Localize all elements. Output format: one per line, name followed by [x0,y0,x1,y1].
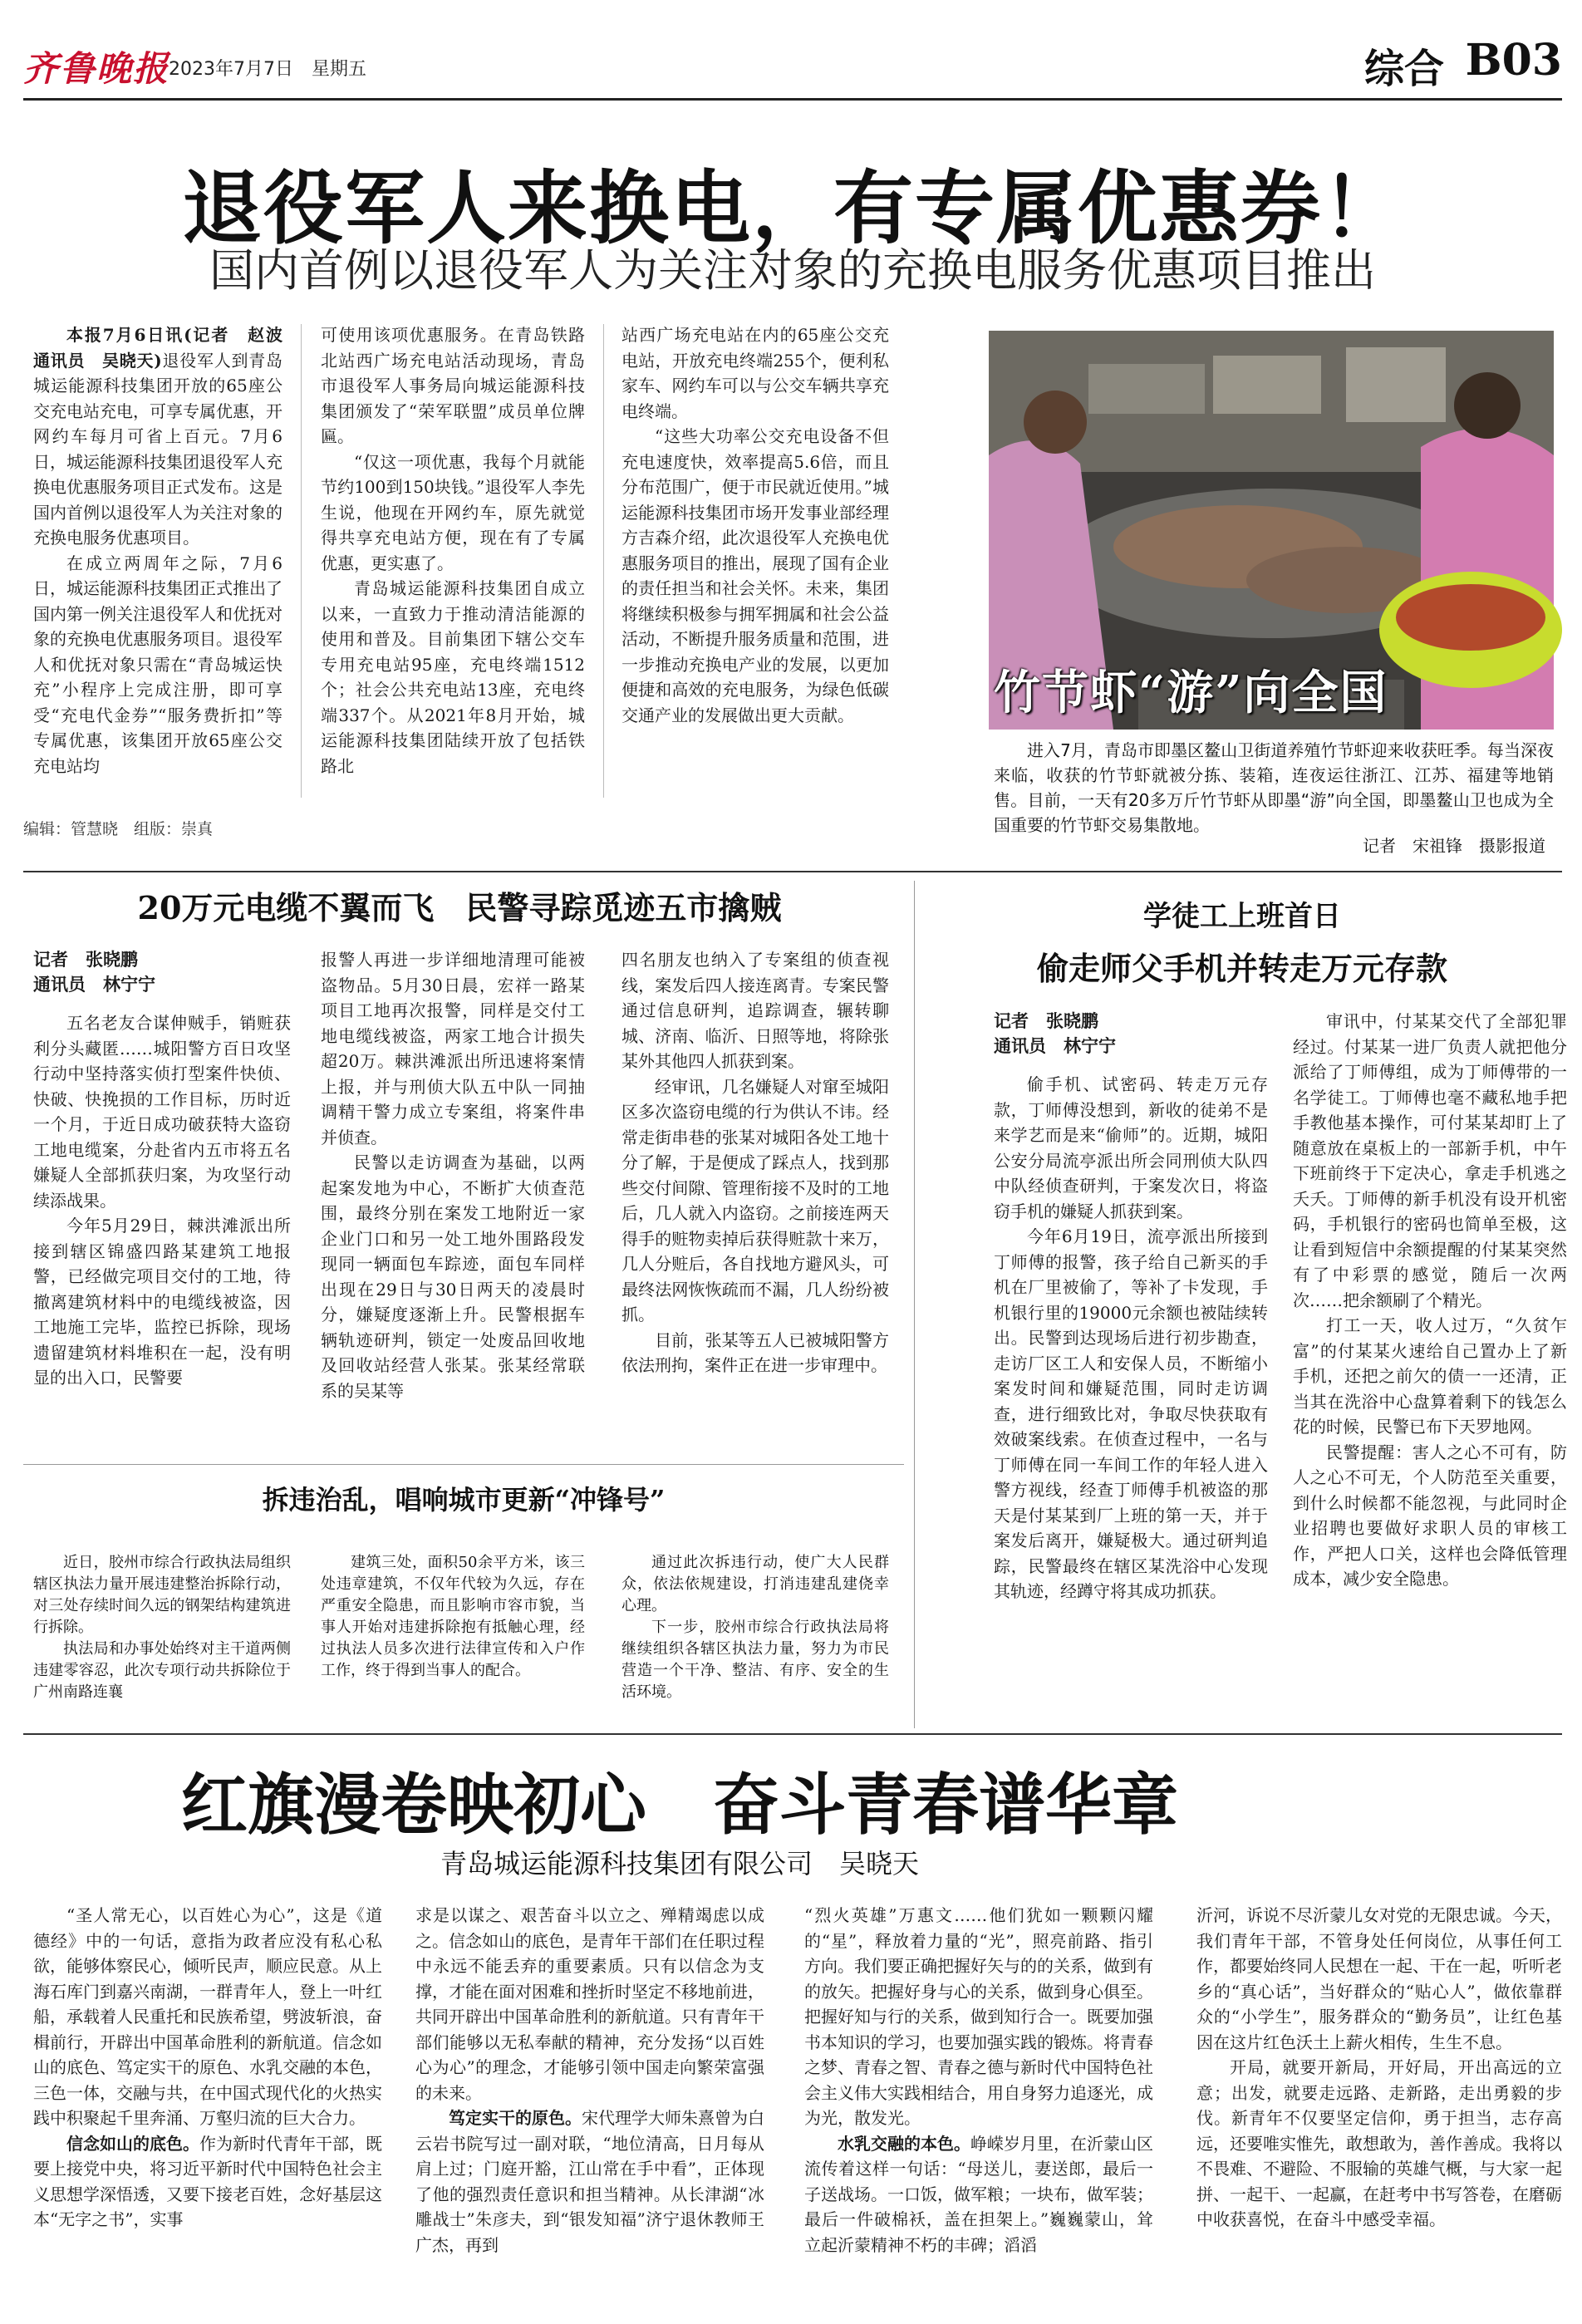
essay-col2a-text: 求是以谋之、艰苦奋斗以立之、殚精竭虑以成之。信念如山的底色，是青年干部们在任职过程中永远不能丢弃的重要素质。只有以信念为支撑，才能在面对困难和挫折时坚定不移地前进，共同开辟出中国革命胜利的新航道。只有青年干部们能够以无私奉献的精神，充分发扬“以百姓心为心”的理念，才能够引领中国走向繁荣富强的未来。 [415,1905,764,2103]
lead-headline: 退役军人来换电，有专属优惠券！ [182,161,1403,255]
photo-title: 竹节虾“游”向全国 [994,666,1388,720]
essay-col1a-text: “圣人常无心，以百姓心为心”，这是《道德经》中的一句话，意指为政者应没有私心私欲，能够体察民心，倾听民声，顺应民意。从上海石库门到嘉兴南湖，一群青年人，登上一叶红船，承载着人民重托和民族希望，劈波斩浪，奋楫前行，开辟出中国革命胜利的新航道。信念如山的底色、笃定实干的原色、水乳交融的本色，三色一体，交融与共，在中国式现代化的火热实践中积聚起千里奔涌、万壑归流的巨大合力。 [33,1905,382,2128]
apprentice-col1b-text: 今年6月19日，流亭派出所接到丁师傅的报警，孩子给自己新买的手机在厂里被偷了，等补了卡发现，手机银行里的19000元余额也被陆续转出。民警到达现场后进行初步勘查，走访厂区工人和安保人员，不断缩小案发时间和嫌疑范围，同时走访调查，进行细致比对，争取尽快获取有效破案线索。在侦查过程中，一名与丁师傅在同一车间工作的年轻人进入警方视线，经查丁师傅手机被盗的那天是付某某到厂上班的第一天，并于案发后离开，嫌疑极大。通过研判追踪，民警最终在辖区某洗浴中心发现其轨迹，经蹲守将其成功抓获。 [994,1226,1268,1601]
essay-col1b-text: 作为新时代青年干部，既要上接党中央，将习近平新时代中国特色社会主义思想学深悟透，又要下接老百姓，念好基层这本“无字之书”，实事 [33,2133,382,2229]
lead-column-2 [321,322,585,798]
essay-col3b-text: 峥嵘岁月里，在沂蒙山区流传着这样一句话：“母送儿，妻送郎，最后一子送战场。一口饭，做军粮；一块布，做军装；最后一件破棉袄，盖在担架上。”巍巍蒙山，耸立起沂蒙精神不朽的丰碑；滔滔 [804,2133,1153,2255]
photo-caption [994,738,1554,838]
lead-col1b-text: 在成立两周年之际，7月6日，城运能源科技集团正式推出了国内第一例关注退役军人和优抚对象的充换电优惠服务项目。退役军人和优抚对象只需在“青岛城运快充”小程序上完成注册，即可享受“充电代金券”“服务费折扣”等专属优惠，该集团开放65座公交充电站均 [33,553,282,776]
essay-column-2 [415,1903,764,2310]
cable-story-column-3 [622,947,889,1454]
lead-column-3 [622,322,889,798]
masthead [23,33,1569,100]
essay-col4b-text: 开局，就要开新局，开好局，开出高远的立意；出发，就要走远路、走新路，走出勇毅的步伐。新青年不仅要坚定信仰，勇于担当，志存高远，还要唯实惟先，敢想敢为，善作善成。我将以不畏难、不避险、不服输的英雄气概，与大家一起拼、一起干、一起赢，在赶考中书写答卷，在磨砺中收获喜悦，在奋斗中感受幸福。 [1196,2057,1562,2229]
apprentice-byline-correspondent: 通讯员 林宁宁 [994,1036,1116,1056]
section-divider [23,1733,1562,1735]
apprentice-col2b-text: 打工一天，收人过万，“久贫乍富”的付某某火速给自己置办上了新手机，还把之前欠的债一一还清，正当其在洗浴中心盘算着剩下的钱怎么花的时候，民警已布下天罗地网。 [1293,1315,1567,1437]
essay-subhead-pragmatic: 笃定实干的原色。 [449,2108,582,2128]
apprentice-col2c-text: 民警提醒：害人之心不可有，防人之心不可无，个人防范至关重要，到什么时候都不能忽视，与此同时企业招聘也要做好求职人员的审核工作，严把人口关，这样也会降低管理成本，减少安全隐患。 [1293,1442,1567,1589]
essay-column-3 [804,1903,1153,2310]
apprentice-byline-reporter: 记者 张晓鹏 [994,1011,1098,1031]
apprentice-headline-1: 学徒工上班首日 [1143,900,1341,933]
demolition-col3a-text: 通过此次拆违行动，使广大人民群众，依法依规建设，打消违建乱建侥幸心理。 [622,1554,889,1614]
essay-subhead-unity: 水乳交融的本色。 [838,2133,970,2154]
lead-col1-text: 退役军人到青岛城运能源科技集团开放的65座公交充电站充电，可享专属优惠，开网约车每月可省上百元。7月6日，城运能源科技集团退役军人充换电优惠服务项目正式发布。这是国内首例以退役军人为关注对象的充换电服务优惠项目。 [33,350,282,548]
demolition-col2-text: 建筑三处，面积50余平方米，该三处违章建筑，不仅年代较为久远，存在严重安全隐患，而且影响市容市貌，当事人开始对违建拆除抱有抵触心理，经过执法人员多次进行法律宣传和入户作工作，终于得到当事人的配合。 [321,1554,585,1679]
apprentice-column-1 [994,1009,1268,1720]
demolition-headline: 拆违治乱，唱响城市更新“冲锋号” [262,1484,666,1516]
essay-col3a-text: “烈火英雄”万惠文……他们犹如一颗颗闪耀的“星”，释放着力量的“光”，照亮前路、指引方向。我们要正确把握好矢与的的关系，做到有的放矢。把握好身与心的关系，做到身心俱至。把握好知与行的关系，做到知行合一。既要加强书本知识的学习，也要加强实践的锻炼。将青春之梦、青春之智、青春之德与新时代中国特色社会主义伟大实践相结合，用自身努力追逐光，成为光，散发光。 [804,1905,1153,2128]
lead-byline: 本报7月6日讯(记者 赵波 通讯员 吴晓天) [33,325,299,371]
page-number: B03 [1465,35,1562,86]
cable-col2a-text: 报警人再进一步详细地清理可能被盗物品。5月30日晨，宏祥一路某项目工地再次报警，同样是交付工地电缆线被盗，两家工地合计损失超20万。棘洪滩派出所迅速将案情上报，并与刑侦大队五中队一同抽调精干警力成立专案组，将案件串并侦查。 [321,950,585,1147]
essay-author: 青岛城运能源科技集团有限公司 吴晓天 [440,1848,919,1879]
lead-column-1 [33,322,299,798]
issue-date: 2023年7月7日 星期五 [169,59,366,80]
essay-col2b-text: 宋代理学大师朱熹曾为白云岩书院写过一副对联，“地位清高，日月每从肩上过；门庭开豁，江山常在手中看”，正体现了他的强烈责任意识和担当精神。从长津湖“冰雕战士”朱彦夫，到“银发知福”济宁退休教师王广杰，再到 [415,2108,764,2255]
photo-caption-text: 进入7月，青岛市即墨区鳌山卫街道养殖竹节虾迎来收获旺季。每当深夜来临，收获的竹节虾就被分拣、装箱，连夜运往浙江、江苏、福建等地销售。目前，一天有20多万斤竹节虾从即墨“游”向全国，即墨鳌山卫也成为全国重要的竹节虾交易集散地。 [994,740,1554,835]
lead-col3-text: 站西广场充电站在内的65座公交充电站，开放充电终端255个，便利私家车、网约车可以与公交车辆共享充电终端。 [622,325,889,421]
cable-byline-correspondent: 通讯员 林宁宁 [33,975,155,995]
column-divider [914,881,915,1728]
apprentice-col1a-text: 偷手机、试密码、转走万元存款，丁师傅没想到，新收的徒弟不是来学艺而是来“偷师”的。近期，城阳公安分局流亭派出所会同刑侦大队四中队经侦查研判，于案发次日，将盗窃手机的嫌疑人抓获到案。 [994,1074,1268,1221]
essay-col4a-text: 沂河，诉说不尽沂蒙儿女对党的无限忠诚。今天，我们青年干部，不管身处任何岗位，从事任何工作，都要始终同人民想在一起、干在一起，听听老乡的“真心话”，当好群众的“贴心人”，做依靠群众的“小学生”，服务群众的“勤务员”，让红色基因在这片红色沃土上薪火相传，生生不息。 [1196,1905,1562,2052]
cable-col3b-text: 经审讯，几名嫌疑人对窜至城阳区多次盗窃电缆的行为供认不讳。经常走街串巷的张某对城阳各处工地十分了解，于是便成了踩点人，找到那些交付间隙、管理衔接不及时的工地后，几人就入内盗窃。之前接连两天得手的赃物卖掉后获得赃款十来万，几人分赃后，各自找地方避风头，可最终法网恢恢疏而不漏，几人纷纷被抓。 [622,1076,889,1324]
demolition-column-1 [33,1552,291,1718]
section-name: 综合 [1363,46,1444,92]
photo-credit: 记者 宋祖锋 摄影报道 [1363,836,1545,856]
apprentice-column-2 [1293,1009,1567,1720]
cable-story-column-1 [33,947,291,1454]
cable-col1b-text: 今年5月29日，棘洪滩派出所接到辖区锦盛四路某建筑工地报警，已经做完项目交付的工地，待撤离建筑材料中的电缆线被盗，因工地施工完毕，监控已拆除，现场遗留建筑材料堆积在一起，没有明显的出入口，民警要 [33,1216,291,1388]
essay-column-1 [33,1903,382,2310]
cable-col2b-text: 民警以走访调查为基础，以两起案发地为中心，不断扩大侦查范围，最终分别在案发工地附近一家企业门口和另一处工地外围路段发现同一辆面包车踪迹，面包车同样出现在29日与30日两天的凌晨时分，嫌疑度逐渐上升。民警根据车辆轨迹研判，锁定一处废品回收地及回收站经营人张某。张某经常联系的吴某等 [321,1152,585,1401]
essay-headline: 红旗漫卷映初心 奋斗青春谱华章 [181,1766,1178,1844]
apprentice-headline-2: 偷走师父手机并转走万元存款 [1036,950,1447,987]
demolition-col1a-text: 近日，胶州市综合行政执法局组织辖区执法力量开展违建整治拆除行动，对三处存续时间久远的钢架结构建筑进行拆除。 [33,1554,291,1636]
essay-subhead-faith: 信念如山的底色。 [66,2133,199,2154]
cable-byline-reporter: 记者 张晓鹏 [33,950,138,970]
demolition-col3b-text: 下一步，胶州市综合行政执法局将继续组织各辖区执法力量，努力为市民营造一个干净、整洁、有序、安全的生活环境。 [622,1619,889,1701]
lead-col3b-text: “这些大功率公交充电设备不但充电速度快，效率提高5.6倍，而且分布范围广，便于市民就近使用。”城运能源科技集团市场开发事业部经理方吉森介绍，此次退役军人充换电优惠服务项目的推出，展现了国有企业的责任担当和社会关怀。未来，集团将继续积极参与拥军拥属和社会公益活动，不断提升服务质量和范围，进一步推动充换电产业的发展，以更加便捷和高效的充电服务，为绿色低碳交通产业的发展做出更大贡献。 [622,426,889,725]
lead-col2b-text: “仅这一项优惠，我每个月就能节约100到150块钱。”退役军人李先生说，他现在开网约车，原先就觉得共享充电站方便，现在有了专属优惠，更实惠了。 [321,451,585,573]
lead-col2c-text: 青岛城运能源科技集团自成立以来，一直致力于推动清洁能源的使用和普及。目前集团下辖公交车专用充电站95座，充电终端1512个；社会公共充电站13座，充电终端337个。从2021年8月开始，城运能源科技集团陆续开放了包括铁路北 [321,578,585,776]
story-divider [23,1464,904,1465]
demolition-column-2 [321,1552,585,1718]
demolition-col1b-text: 执法局和办事处始终对主干道两侧违建零容忍，此次专项行动共拆除位于广州南路连襄 [33,1640,291,1701]
cable-col1a-text: 五名老友合谋伸贼手，销赃获利分头藏匿……城阳警方百日攻坚行动中坚持落实侦打型案件快侦、快破、快挽损的工作目标，历时近一个月，于近日成功破获特大盗窃工地电缆案，分赴省内五市将五名嫌疑人全部抓获归案，为攻坚行动续添战果。 [33,1013,291,1211]
cable-col3c-text: 目前，张某等五人已被城阳警方依法刑拘，案件正在进一步审理中。 [622,1329,889,1375]
section-divider [23,871,1562,872]
masthead-rule [23,98,1562,101]
lead-subhead: 国内首例以退役军人为关注对象的充换电服务优惠项目推出 [209,244,1376,297]
editor-line: 编辑：管慧晓 组版：崇真 [23,820,214,838]
lead-col2-text: 可使用该项优惠服务。在青岛铁路北站西广场充电站活动现场，青岛市退役军人事务局向城运能源科技集团颁发了“荣军联盟”成员单位牌匾。 [321,325,585,446]
apprentice-col2a-text: 审讯中，付某某交代了全部犯罪经过。付某某一进厂负责人就把他分派给了丁师傅组，成为丁师傅带的一名学徒工。丁师傅也毫不藏私地手把手教他基本操作，可付某某却盯上了随意放在桌板上的一部新手机，中午下班前终于下定决心，拿走手机逃之夭夭。丁师傅的新手机没有设开机密码，手机银行的密码也简单至极，这让看到短信中余额提醒的付某某突然有了中彩票的感觉，随后一次两次……把余额刷了个精光。 [1293,1011,1567,1310]
newspaper-logo: 齐鲁晚报 [23,48,170,89]
column-divider [603,324,604,798]
essay-column-4 [1196,1903,1562,2310]
column-divider [301,324,302,798]
demolition-column-3 [622,1552,889,1718]
cable-col3a-text: 四名朋友也纳入了专案组的侦查视线，案发后四人接连离青。专案民警通过信息研判，追踪调查，辗转聊城、济南、临沂、日照等地，将除张某外其他四人抓获到案。 [622,950,889,1071]
cable-story-column-2 [321,947,585,1454]
cable-theft-headline: 20万元电缆不翼而飞 民警寻踪觅迹五市擒贼 [137,889,782,926]
